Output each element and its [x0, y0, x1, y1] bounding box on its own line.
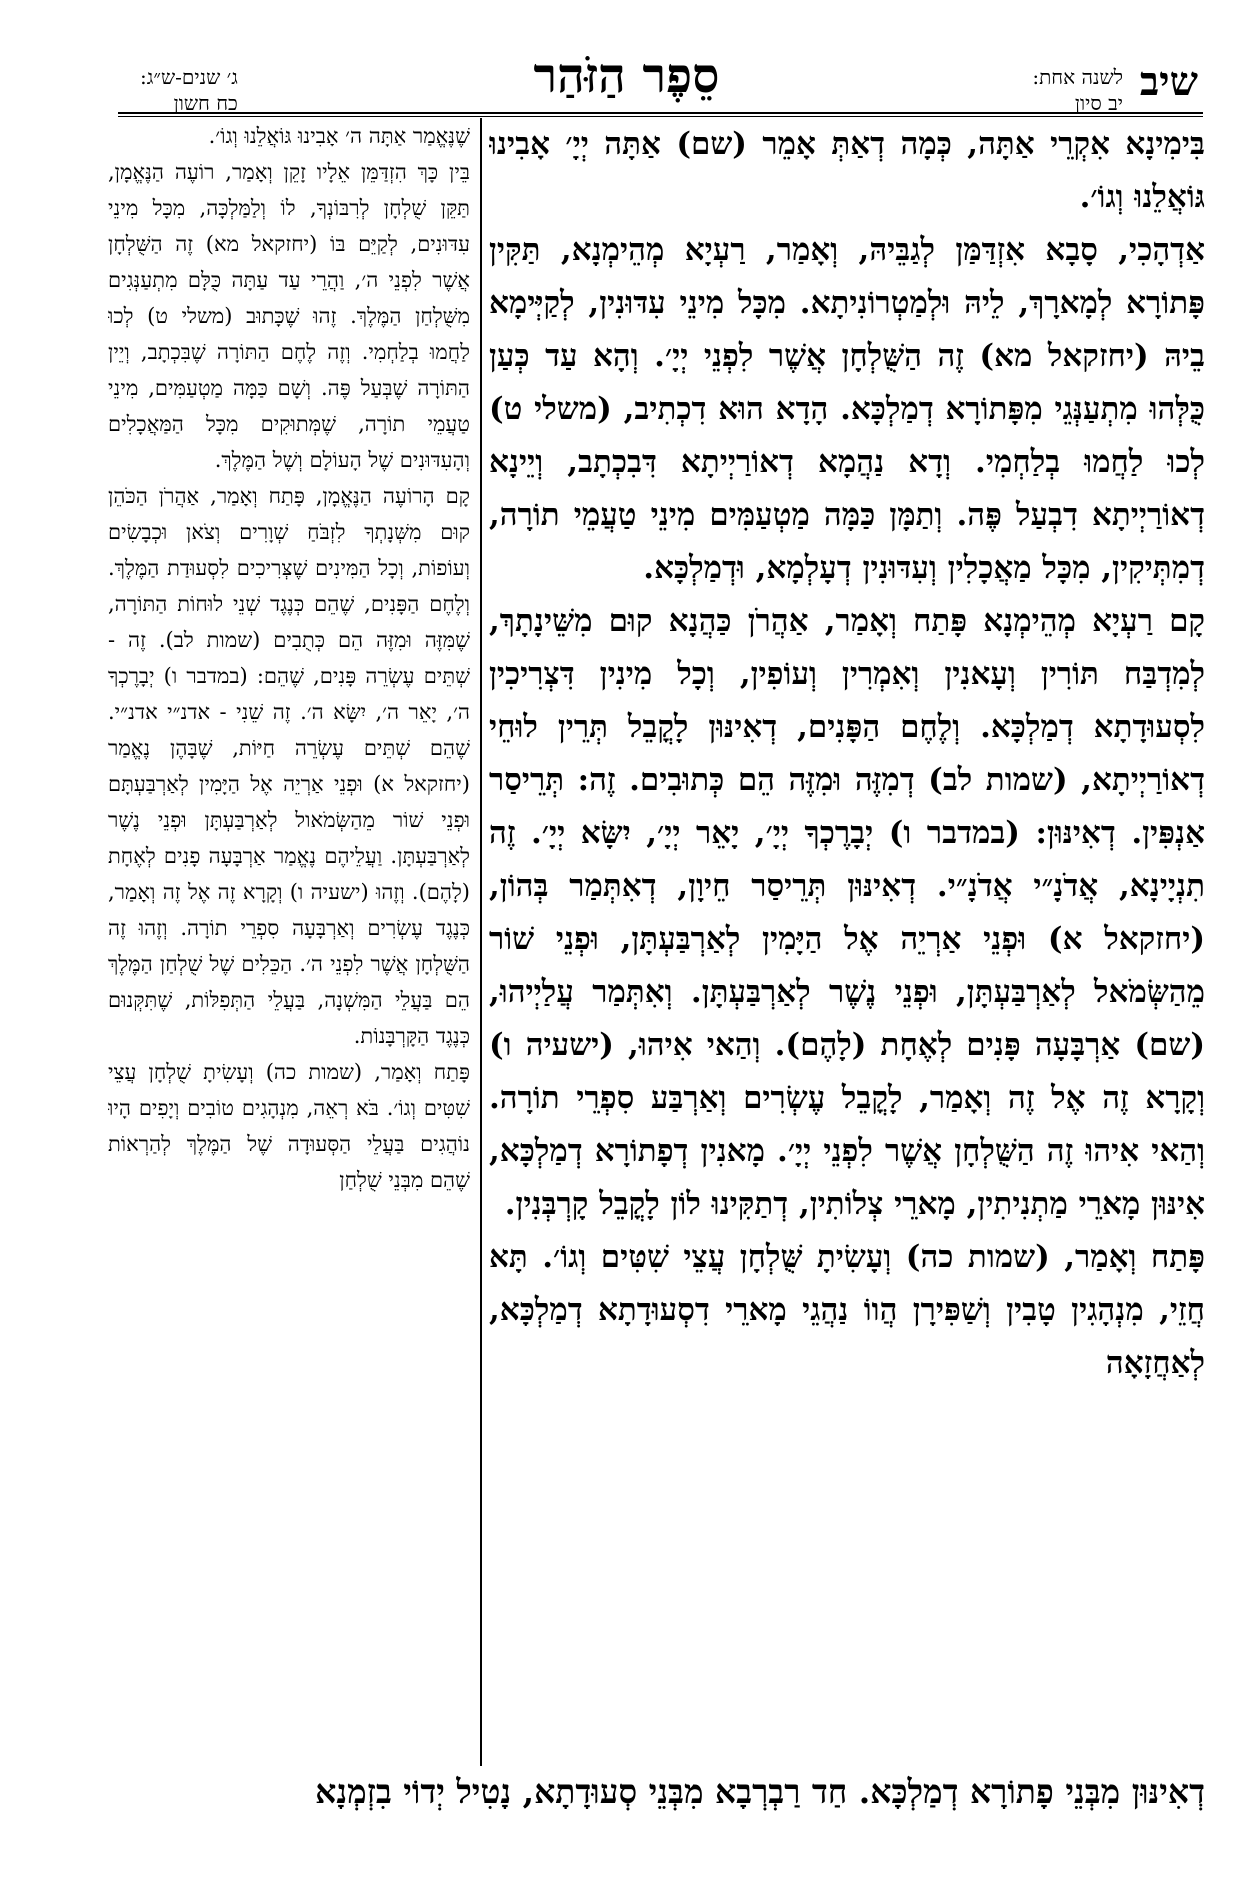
translation-column — [108, 118, 470, 1766]
study-date: יב סיון — [1074, 91, 1123, 115]
main-paragraph: אַדְהָכִי, סָבָא אִזְדַּמַּן לְגַבֵּיהּ, וְאָמַר, רַעְיָא מְהֵימְנָא, תַּקִּין פָּתוֹרָא לְמָארָךְ, לֵיהּ וּלְמַטְרוֹנִיתָא. מִכָּל מִינֵי עִדּוּנִין, לְקַיְּימָא בֵיהּ (יחזקאל מא) זֶה הַשֻּׁלְחָן אֲשֶׁר לִפְנֵי יְיָ׳. וְהָא עַד כְּעַן כֻּלְּהוּ מִתְעַנְּגֵי מִפָּתוֹרָא דְמַלְכָּא. הָדָא הוּא דִכְתִיב, (משלי ט) לְכוּ לַחֲמוּ בְלַחְמִי. וְדָא נַהֲמָא דְאוֹרַיְיתָא דִּבִכְתָב, וְיֵינָא דְאוֹרַיְיתָא דִבְעַל פֶּה. וְתַמָּן כַּמָּה מַטְעַמִּים מִינֵי טַעֲמֵי תוֹרָה, דְמִתְּיקִין, מִכָּל מַאֲכָלִין וְעִדּוּנִין דְעָלְמָא, וּדְמַלְכָּא. — [489, 232, 1205, 586]
bottom-full-width-line: דְאִינּוּן מִבְּנֵי פָתוֹרָא דְמַלְכָּא. חַד רַבְרְבָא מִבְּנֵי סְעוּדָתָא, נָטִיל יְדוֹי בִזְמְנָא — [315, 1772, 1205, 1811]
header-left-info — [140, 64, 238, 116]
alt-schedule-label: ג׳ שנים-ש״ג: — [140, 65, 238, 89]
study-schedule-label: לשנה אחת: — [1032, 65, 1123, 89]
translation-paragraph: בֵּין כָּךְ הִזְדַּמֵּן אֵלָיו זָקֵן וְאָמַר, רוֹעֶה הַנֶּאֱמָן, תַּקֵּן שֻׁלְחָן לְרִבּוֹנְךָ, לוֹ וְלַמַּלְכָּה, מִכָּל מִינֵי עִדּוּנִים, לְקַיֵּם בּוֹ (יחזקאל מא) זֶה הַשֻּׁלְחָן אֲשֶׁר לִפְנֵי ה׳, וַהֲרֵי עַד עַתָּה כֻּלָּם מִתְעַנְּגִים מִשֻּׁלְחַן הַמֶּלֶךְ. זֶהוּ שֶׁכָּתוּב (משלי ט) לְכוּ לַחֲמוּ בְלַחְמִי. וְזֶה לֶחֶם הַתּוֹרָה שֶׁבִּכְתָב, וְיֵין הַתּוֹרָה שֶׁבְּעַל פֶּה. וְשָׁם כַּמָּה מַטְעַמִּים, מִינֵי טַעֲמֵי תוֹרָה, שֶׁמְּתוּקִים מִכָּל הַמַּאֲכָלִים וְהָעִדּוּנִים שֶׁל הָעוֹלָם וְשֶׁל הַמֶּלֶךְ. — [108, 160, 470, 472]
column-divider — [480, 118, 482, 1766]
header-rule — [118, 112, 1203, 114]
main-paragraph: פָּתַח וְאָמַר, (שמות כה) וְעָשִׂיתָ שֻּׁלְחָן עֲצֵי שִׁטִּים וְגוֹ׳. תָּא חֲזֵי, מִנְהָגִין טָבִין וְשַׁפִּירָן הֲווֹ נַהֲגֵי מָארֵי דִסְעוּדָתָא דְמַלְכָּא, לְאַחֲזָאָה — [489, 1239, 1205, 1381]
header-rule-thin — [118, 116, 1203, 117]
book-title: סֵפֶר הַזֹּהַר — [533, 48, 720, 104]
translation-paragraph: קָם הָרוֹעֶה הַנֶּאֱמָן, פָּתַח וְאָמַר, אַהֲרֹן הַכֹּהֵן קוּם מִשְּׁנָתְךָ לִזְבֹּחַ שְׁוָרִים וְצֹאן וּכְבָשִׂים וְעוֹפוֹת, וְכָל הַמִּינִים שֶׁצְּרִיכִים לִסְעוּדַת הַמֶּלֶךְ. וְלֶחֶם הַפָּנִים, שֶׁהֵם כְּנֶגֶד שְׁנֵי לוּחוֹת הַתּוֹרָה, שֶׁמִּזֶּה וּמִזֶּה הֵם כְּתֻבִים (שמות לב). זֶה - שְׁתֵּים עֶשְׂרֵה פָּנִים, שֶׁהֵם: (במדבר ו) יְבָרֶכְךָ ה׳, יָאֵר ה׳, יִשָּׂא ה׳. זֶה שֵׁנִי - אדנ״י אדנ״י. שֶׁהֵם שְׁתֵּים עֶשְׂרֵה חַיּוֹת, שֶׁבָּהֶן נֶאֱמַר (יחזקאל א) וּפְנֵי אַרְיֵה אֶל הַיָּמִין לְאַרְבַּעְתָּם וּפְנֵי שׁוֹר מֵהַשְּׂמֹאול לְאַרְבַּעְתָּן וּפְנֵי נֶשֶׁר לְאַרְבַּעְתָּן. וַעֲלֵיהֶם נֶאֱמַר אַרְבָּעָה פָנִים לְאֶחָת (לָהֶם). וְזֶהוּ (ישעיה ו) וְקָרָא זֶה אֶל זֶה וְאָמַר, כְּנֶגֶד עֶשְׂרִים וְאַרְבָּעָה סִפְרֵי תוֹרָה. וְזֶהוּ זֶה הַשֻּׁלְחָן אֲשֶׁר לִפְנֵי ה׳. הַכֵּלִים שֶׁל שֻׁלְחַן הַמֶּלֶךְ הֵם בַּעֲלֵי הַמִּשְׁנָה, בַּעֲלֵי הַתְּפִלּוֹת, שֶׁתִּקְּנוּם כְּנֶגֶד הַקָּרְבָּנוֹת. — [108, 484, 470, 1048]
main-paragraph: קָם רַעְיָא מְהֵימְנָא פָּתַח וְאָמַר, אַהֲרֹן כַּהֲנָא קוּם מִשֵּׁינָתָךְ, לְמִדְבַּח תּוֹרִין וְעָאנִין וְאִמְרִין וְעוֹפִין, וְכָל מִינִין דִּצְרִיכִין לִסְעוּדָתָא דְמַלְכָּא. וְלֶחֶם הַפָּנִים, דְאִינּוּן לָקֳבֵל תְּרֵין לוּחֵי דְאוֹרַיְיתָא, (שמות לב) דְמִזֶּה וּמִזֶּה הֵם כְּתוּבִים. זֶה: תְּרֵיסַר אַנְפִּין. דְאִינּוּן: (במדבר ו) יְבָרֶכְךָ יְיָ׳, יָאֵר יְיָ׳, יִשָּׂא יְיָ׳. זֶה תִנְיָינָא, אֲדֹנָ״י אֲדֹנָ״י. דְאִינּוּן תְּרֵיסַר חֵיוָן, דְאִתְּמַר בְּהוֹן, (יחזקאל א) וּפְנֵי אַרְיֵה אֶל הַיָּמִין לְאַרְבַּעְתָּן, וּפְנֵי שׁוֹר מֵהַשְּׂמֹאל לְאַרְבַּעְתָּן, וּפְנֵי נֶשֶׁר לְאַרְבַּעְתָּן. וְאִתְּמַר עֲלַיְיהוּ, (שם) אַרְבָּעָה פָּנִים לְאֶחָת (לָהֶם). וְהַאי אִיהוּ, (ישעיה ו) וְקָרָא זֶה אֶל זֶה וְאָמַר, לָקֳבֵל עֶשְׂרִים וְאַרְבַּע סִפְרֵי תוֹרָה. וְהַאי אִיהוּ זֶה הַשֻּׁלְחָן אֲשֶׁר לִפְנֵי יְיָ׳. מָאנִין דְפָתוֹרָא דְמַלְכָּא, אִינּוּן מָארֵי מַתְנִיתִין, מָארֵי צְלוֹתִין, דְתַקִּינוּ לוֹן לָקֳבֵל קָרְבְּנִין. — [489, 603, 1205, 1222]
page-number: שיב — [1139, 58, 1198, 105]
translation-paragraph: שֶׁנֶּאֱמַר אַתָּה ה׳ אָבִינוּ גּוֹאֲלֵנוּ וְגוֹ׳. — [208, 124, 470, 148]
alt-study-date: כח חשון — [173, 91, 238, 115]
translation-paragraph: פָּתַח וְאָמַר, (שמות כה) וְעָשִׂיתָ שֻׁלְחָן עֲצֵי שִׁטִּים וְגוֹ׳. בֹּא רְאֵה, מִנְהָגִים טוֹבִים וְיָפִים הָיוּ נוֹהֲגִים בַּעֲלֵי הַסְּעוּדָה שֶׁל הַמֶּלֶךְ לְהַרְאוֹת שֶׁהֵם מִבְּנֵי שֻׁלְחַן — [108, 1060, 470, 1192]
main-paragraph: בִּימִינָא אִקְרֵי אַתָּה, כְּמָה דְאַתְּ אָמֵר (שם) אַתָּה יְיָ׳ אָבִינוּ גּוֹאֲלֵנוּ וְגוֹ׳. — [489, 126, 1205, 215]
main-text-column — [489, 118, 1205, 1738]
